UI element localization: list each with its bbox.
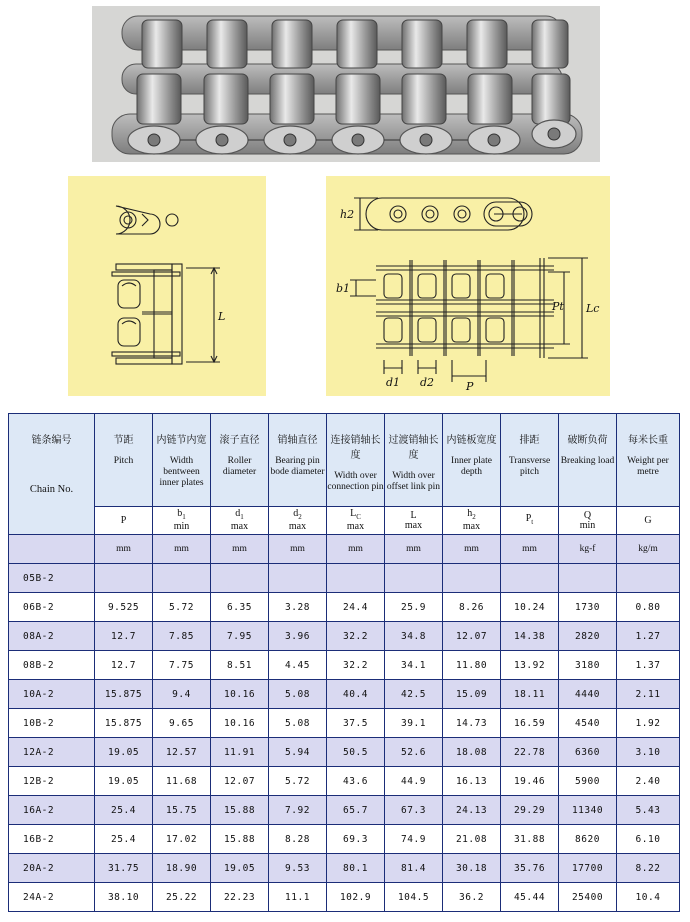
value-cell: 8.28 xyxy=(269,825,327,854)
value-cell: 16.13 xyxy=(443,767,501,796)
chain-no-cell: 24A-2 xyxy=(9,883,95,912)
value-cell: 5.08 xyxy=(269,709,327,738)
header-chain-no-en: Chain No. xyxy=(29,484,74,495)
value-cell: 16.59 xyxy=(501,709,559,738)
symbol-cell xyxy=(153,507,211,535)
table-row xyxy=(9,680,680,709)
value-cell: 3.28 xyxy=(269,593,327,622)
value-cell: 2.11 xyxy=(617,680,680,709)
value-cell: 25.22 xyxy=(153,883,211,912)
value-cell: 31.88 xyxy=(501,825,559,854)
value-cell: 1.92 xyxy=(617,709,680,738)
chain-no-cell: 10B-2 xyxy=(9,709,95,738)
symbol-subscript: t xyxy=(531,518,534,526)
duplex-chain-dimension-drawing xyxy=(326,176,610,396)
table-header-row xyxy=(9,414,680,507)
value-cell: 12.7 xyxy=(95,622,153,651)
value-cell: 15.875 xyxy=(95,709,153,738)
value-cell: 10.16 xyxy=(211,709,269,738)
value-cell: 43.6 xyxy=(327,767,385,796)
value-cell: 38.10 xyxy=(95,883,153,912)
value-cell: 8.22 xyxy=(617,854,680,883)
value-cell: 4.45 xyxy=(269,651,327,680)
value-cell: 24.13 xyxy=(443,796,501,825)
symbol-letter: G xyxy=(644,514,652,526)
header-column xyxy=(559,414,617,507)
table-row xyxy=(9,854,680,883)
value-cell: 65.7 xyxy=(327,796,385,825)
chain-no-cell: 16A-2 xyxy=(9,796,95,825)
chain-no-cell: 08A-2 xyxy=(9,622,95,651)
chain-dimension-drawing-right xyxy=(326,176,610,396)
header-column xyxy=(443,414,501,507)
value-cell: 39.1 xyxy=(385,709,443,738)
table-row xyxy=(9,883,680,912)
value-cell: 5900 xyxy=(559,767,617,796)
header-column-en: Width over offset link pin xyxy=(386,471,441,492)
header-column xyxy=(617,414,680,507)
value-cell: 19.46 xyxy=(501,767,559,796)
value-cell: 32.2 xyxy=(327,651,385,680)
value-cell: 4540 xyxy=(559,709,617,738)
header-column-cn: 内链节内宽 xyxy=(156,435,207,446)
value-cell: 44.9 xyxy=(385,767,443,796)
header-column xyxy=(211,414,269,507)
symbol-qualifier: min xyxy=(173,521,190,532)
value-cell: 13.92 xyxy=(501,651,559,680)
symbol-qualifier: max xyxy=(230,521,249,532)
symbol-letter: d xyxy=(235,508,241,519)
value-cell: 5.08 xyxy=(269,680,327,709)
symbol-qualifier: min xyxy=(579,519,596,531)
header-column xyxy=(327,414,385,507)
value-cell: 5.72 xyxy=(269,767,327,796)
unit-cell: mm xyxy=(501,535,559,564)
header-column xyxy=(501,414,559,507)
value-cell xyxy=(153,564,211,593)
value-cell: 12.07 xyxy=(443,622,501,651)
value-cell: 32.2 xyxy=(327,622,385,651)
value-cell: 5.94 xyxy=(269,738,327,767)
unit-cell: mm xyxy=(211,535,269,564)
value-cell: 1.37 xyxy=(617,651,680,680)
symbol-letter: h xyxy=(467,508,473,519)
value-cell: 11.1 xyxy=(269,883,327,912)
header-column-en: Weight per metre xyxy=(627,456,669,477)
value-cell: 10.16 xyxy=(211,680,269,709)
chain-spec-table-body xyxy=(9,414,680,912)
value-cell: 18.08 xyxy=(443,738,501,767)
header-column-en: Bearing pin bode diameter xyxy=(270,456,325,477)
chain-no-cell: 20A-2 xyxy=(9,854,95,883)
unit-cell: mm xyxy=(153,535,211,564)
value-cell: 12.7 xyxy=(95,651,153,680)
value-cell: 8.26 xyxy=(443,593,501,622)
value-cell: 10.24 xyxy=(501,593,559,622)
value-cell: 11.68 xyxy=(153,767,211,796)
value-cell: 3180 xyxy=(559,651,617,680)
unit-cell: kg-f xyxy=(559,535,617,564)
value-cell: 74.9 xyxy=(385,825,443,854)
chain-no-cell: 08B-2 xyxy=(9,651,95,680)
value-cell: 25.9 xyxy=(385,593,443,622)
value-cell: 2820 xyxy=(559,622,617,651)
chain-no-cell: 16B-2 xyxy=(9,825,95,854)
value-cell: 11.91 xyxy=(211,738,269,767)
dimension-b1: b1 xyxy=(336,282,351,295)
symbol-qualifier: max xyxy=(346,521,365,532)
value-cell: 34.8 xyxy=(385,622,443,651)
value-cell xyxy=(95,564,153,593)
value-cell: 36.2 xyxy=(443,883,501,912)
value-cell: 0.80 xyxy=(617,593,680,622)
unit-cell: mm xyxy=(385,535,443,564)
header-column-cn: 连接销轴长度 xyxy=(330,435,381,461)
unit-cell: mm xyxy=(327,535,385,564)
value-cell: 30.18 xyxy=(443,854,501,883)
value-cell: 80.1 xyxy=(327,854,385,883)
symbol-letter: b xyxy=(177,508,183,519)
value-cell: 40.4 xyxy=(327,680,385,709)
value-cell xyxy=(269,564,327,593)
value-cell: 52.6 xyxy=(385,738,443,767)
symbol-qualifier: max xyxy=(288,521,307,532)
dimension-Pt: Pt xyxy=(552,300,564,313)
header-chain-no-cn: 链条编号 xyxy=(31,435,72,446)
value-cell: 1.27 xyxy=(617,622,680,651)
value-cell: 31.75 xyxy=(95,854,153,883)
symbol-letter: Q xyxy=(583,509,592,521)
value-cell: 3.96 xyxy=(269,622,327,651)
value-cell: 9.4 xyxy=(153,680,211,709)
table-unit-row xyxy=(9,535,680,564)
symbol-cell xyxy=(269,507,327,535)
value-cell: 7.75 xyxy=(153,651,211,680)
value-cell: 22.78 xyxy=(501,738,559,767)
value-cell: 9.53 xyxy=(269,854,327,883)
header-column xyxy=(385,414,443,507)
value-cell: 18.11 xyxy=(501,680,559,709)
symbol-subscript: 2 xyxy=(298,513,302,521)
symbol-subscript: 1 xyxy=(240,513,244,521)
header-column-cn: 每米长重 xyxy=(628,435,668,446)
value-cell xyxy=(327,564,385,593)
chain-link-technical-drawing xyxy=(68,176,266,396)
value-cell: 21.08 xyxy=(443,825,501,854)
value-cell: 29.29 xyxy=(501,796,559,825)
value-cell: 8620 xyxy=(559,825,617,854)
table-row xyxy=(9,622,680,651)
value-cell xyxy=(211,564,269,593)
header-column-en: Pitch xyxy=(113,456,134,466)
chain-link-drawing-left xyxy=(68,176,266,396)
chain-spec-table xyxy=(8,413,680,912)
symbol-subscript: C xyxy=(356,513,361,521)
value-cell: 25.4 xyxy=(95,796,153,825)
value-cell: 22.23 xyxy=(211,883,269,912)
symbol-letter: P xyxy=(525,513,532,524)
header-column-en: Inner plate depth xyxy=(451,456,492,477)
value-cell: 45.44 xyxy=(501,883,559,912)
symbol-letter: P xyxy=(120,514,127,526)
value-cell: 19.05 xyxy=(211,854,269,883)
value-cell: 6.10 xyxy=(617,825,680,854)
value-cell: 19.05 xyxy=(95,767,153,796)
table-row xyxy=(9,767,680,796)
unit-cell: kg/m xyxy=(617,535,680,564)
header-column-cn: 排距 xyxy=(519,435,540,446)
dimension-d2: d2 xyxy=(420,376,435,389)
symbol-cell xyxy=(327,507,385,535)
dimension-P: P xyxy=(466,380,474,393)
value-cell: 11340 xyxy=(559,796,617,825)
header-column-en: Transverse pitch xyxy=(508,456,551,477)
value-cell xyxy=(559,564,617,593)
table-row xyxy=(9,825,680,854)
header-column xyxy=(269,414,327,507)
value-cell: 17700 xyxy=(559,854,617,883)
table-row xyxy=(9,738,680,767)
value-cell: 5.72 xyxy=(153,593,211,622)
value-cell: 15.75 xyxy=(153,796,211,825)
value-cell: 6360 xyxy=(559,738,617,767)
header-column-en: Width over connection pin xyxy=(327,471,384,492)
header-column xyxy=(95,414,153,507)
header-column-cn: 内链板宽度 xyxy=(446,435,497,446)
value-cell: 14.38 xyxy=(501,622,559,651)
header-column-cn: 销轴直径 xyxy=(277,435,318,446)
value-cell: 15.88 xyxy=(211,796,269,825)
value-cell: 18.90 xyxy=(153,854,211,883)
value-cell: 15.09 xyxy=(443,680,501,709)
value-cell: 81.4 xyxy=(385,854,443,883)
value-cell: 8.51 xyxy=(211,651,269,680)
symbol-cell xyxy=(95,507,153,535)
value-cell: 42.5 xyxy=(385,680,443,709)
value-cell: 7.85 xyxy=(153,622,211,651)
symbol-subscript: 2 xyxy=(472,513,476,521)
value-cell: 17.02 xyxy=(153,825,211,854)
value-cell: 34.1 xyxy=(385,651,443,680)
header-column-cn: 滚子直径 xyxy=(219,435,260,446)
dimension-L: L xyxy=(218,310,226,323)
value-cell: 35.76 xyxy=(501,854,559,883)
header-column-cn: 过渡销轴长度 xyxy=(388,435,439,461)
dimension-d1: d1 xyxy=(386,376,401,389)
value-cell: 2.40 xyxy=(617,767,680,796)
table-row xyxy=(9,796,680,825)
value-cell xyxy=(385,564,443,593)
chain-no-cell: 05B-2 xyxy=(9,564,95,593)
value-cell: 12.57 xyxy=(153,738,211,767)
header-column xyxy=(153,414,211,507)
value-cell: 7.92 xyxy=(269,796,327,825)
header-column-en: Roller diameter xyxy=(222,456,257,477)
value-cell: 5.43 xyxy=(617,796,680,825)
value-cell: 104.5 xyxy=(385,883,443,912)
value-cell xyxy=(443,564,501,593)
symbol-qualifier: max xyxy=(462,521,481,532)
symbol-subscript: 1 xyxy=(182,513,186,521)
dimension-Lc: Lc xyxy=(586,302,600,315)
symbol-qualifier: max xyxy=(404,519,423,531)
unit-cell: mm xyxy=(443,535,501,564)
value-cell: 12.07 xyxy=(211,767,269,796)
chain-no-cell: 12A-2 xyxy=(9,738,95,767)
symbol-cell xyxy=(385,507,443,535)
value-cell: 67.3 xyxy=(385,796,443,825)
unit-cell: mm xyxy=(269,535,327,564)
value-cell: 7.95 xyxy=(211,622,269,651)
header-chain-no xyxy=(9,414,95,535)
value-cell: 1730 xyxy=(559,593,617,622)
unit-cell: mm xyxy=(95,535,153,564)
value-cell xyxy=(617,564,680,593)
value-cell: 50.5 xyxy=(327,738,385,767)
chain-no-cell: 12B-2 xyxy=(9,767,95,796)
symbol-cell xyxy=(501,507,559,535)
value-cell: 37.5 xyxy=(327,709,385,738)
value-cell: 10.4 xyxy=(617,883,680,912)
header-column-en: Breaking load xyxy=(560,456,615,466)
table-symbol-row xyxy=(9,507,680,535)
duplex-chain-photo-image xyxy=(92,6,600,162)
value-cell: 15.88 xyxy=(211,825,269,854)
value-cell: 102.9 xyxy=(327,883,385,912)
symbol-cell xyxy=(211,507,269,535)
symbol-cell xyxy=(559,507,617,535)
table-row xyxy=(9,651,680,680)
symbol-letter: L xyxy=(350,508,357,519)
value-cell: 9.65 xyxy=(153,709,211,738)
value-cell: 25.4 xyxy=(95,825,153,854)
value-cell xyxy=(501,564,559,593)
value-cell: 19.05 xyxy=(95,738,153,767)
unit-cell-blank xyxy=(9,535,95,564)
header-column-en: Width bentween inner plates xyxy=(159,456,204,488)
value-cell: 69.3 xyxy=(327,825,385,854)
value-cell: 14.73 xyxy=(443,709,501,738)
symbol-letter: L xyxy=(410,509,417,521)
chain-no-cell: 06B-2 xyxy=(9,593,95,622)
dimension-h2: h2 xyxy=(340,208,355,221)
value-cell: 11.80 xyxy=(443,651,501,680)
symbol-cell xyxy=(443,507,501,535)
value-cell: 15.875 xyxy=(95,680,153,709)
chain-photo xyxy=(92,6,600,162)
table-row xyxy=(9,709,680,738)
value-cell: 6.35 xyxy=(211,593,269,622)
chain-no-cell: 10A-2 xyxy=(9,680,95,709)
value-cell: 4440 xyxy=(559,680,617,709)
value-cell: 9.525 xyxy=(95,593,153,622)
header-column-cn: 节距 xyxy=(113,435,134,446)
header-column-cn: 破断负荷 xyxy=(567,435,608,446)
symbol-cell xyxy=(617,507,680,535)
value-cell: 3.10 xyxy=(617,738,680,767)
value-cell: 24.4 xyxy=(327,593,385,622)
symbol-letter: d xyxy=(293,508,299,519)
table-row xyxy=(9,593,680,622)
value-cell: 25400 xyxy=(559,883,617,912)
table-row xyxy=(9,564,680,593)
